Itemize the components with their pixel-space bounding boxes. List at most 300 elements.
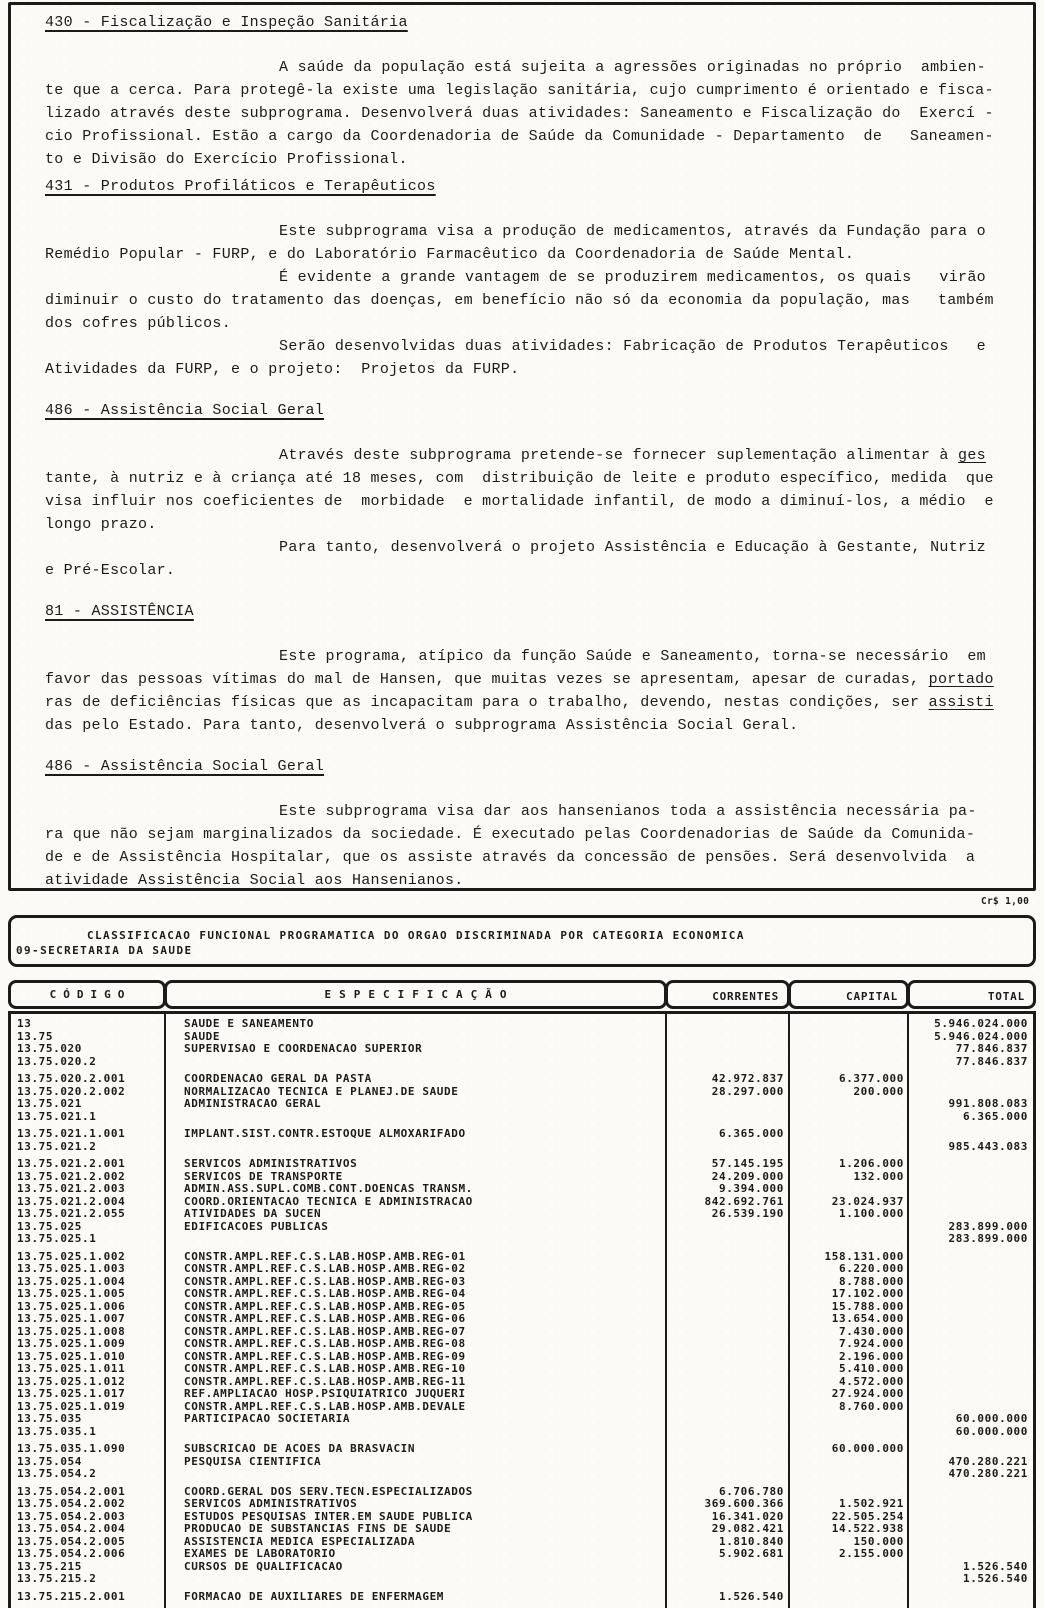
cell-capital: 8.788.000 xyxy=(838,1274,904,1288)
cell-codigo: 13.75.025.1.010 xyxy=(17,1349,126,1363)
cell-capital xyxy=(791,1128,910,1141)
section-heading: 486 - Assistência Social Geral xyxy=(45,402,325,419)
cell-especificacao xyxy=(167,1141,668,1154)
section-heading: 81 - ASSISTÊNCIA xyxy=(45,603,194,620)
cell-total: 77.846.837 xyxy=(955,1042,1028,1055)
cell-codigo: 13.75.025.1.007 xyxy=(17,1312,126,1325)
cell-capital: 14.522.938 xyxy=(831,1522,904,1535)
cell-total xyxy=(910,1548,1033,1561)
cell-capital xyxy=(791,1591,910,1604)
cell-correntes: 6.365.000 xyxy=(718,1127,784,1140)
cell-especificacao: CONSTR.AMPL.REF.C.S.LAB.HOSP.AMB.REG-10 xyxy=(184,1362,466,1375)
text-line xyxy=(45,444,1033,467)
table-row xyxy=(11,1183,1033,1196)
cell-capital: 158.131.000 xyxy=(824,1249,904,1263)
cell-capital: 132.000 xyxy=(853,1169,904,1183)
cell-capital xyxy=(791,1098,910,1111)
text-line: longo prazo. xyxy=(45,516,157,533)
cell-codigo: 13.75.025.1.012 xyxy=(17,1374,126,1388)
cell-especificacao: SUPERVISAO E COORDENACAO SUPERIOR xyxy=(184,1042,423,1055)
cell-codigo: 13 xyxy=(17,1017,32,1030)
cell-total xyxy=(910,1338,1033,1351)
cell-codigo: 13.75.054.2.005 xyxy=(17,1534,126,1548)
table-row xyxy=(11,1388,1033,1401)
cell-capital xyxy=(791,1056,910,1069)
cell-codigo: 13.75.021.2 xyxy=(17,1139,97,1153)
cell-correntes xyxy=(668,1443,791,1456)
cell-especificacao xyxy=(167,1573,668,1586)
cell-correntes xyxy=(668,1376,791,1389)
section xyxy=(45,11,1033,171)
cell-total xyxy=(910,1251,1033,1264)
cell-capital xyxy=(791,1468,910,1481)
cell-total xyxy=(910,1486,1033,1499)
cell-especificacao: CONSTR.AMPL.REF.C.S.LAB.HOSP.AMB.REG-02 xyxy=(184,1262,466,1275)
cell-correntes: 6.706.780 xyxy=(718,1484,784,1498)
text-line: te que a cerca. Para protegê-la existe uma legislação sanitária, cujo cumprimento é orientado e fisca- xyxy=(45,82,994,99)
cell-total xyxy=(910,1523,1033,1536)
cell-especificacao: ADMINISTRACAO GERAL xyxy=(184,1097,322,1110)
table-title-box xyxy=(8,915,1036,967)
cell-codigo: 13.75.054.2.002 xyxy=(17,1497,126,1510)
cell-total xyxy=(910,1073,1033,1086)
text-line: Este subprograma visa a produção de medicamentos, através da Fundação para o xyxy=(279,223,986,240)
section-heading: 431 - Produtos Profiláticos e Terapêuticos xyxy=(45,178,436,195)
table-row xyxy=(11,1073,1033,1086)
table-row xyxy=(11,1313,1033,1326)
cell-total xyxy=(910,1388,1033,1401)
cell-total: 60.000.000 xyxy=(955,1412,1028,1425)
text-line: to e Divisão do Exercício Profissional. xyxy=(45,151,408,168)
cell-total xyxy=(910,1158,1033,1171)
cell-codigo: 13.75.054.2.004 xyxy=(17,1522,126,1535)
cell-codigo: 13.75.054.2.006 xyxy=(17,1547,126,1560)
cell-codigo: 13.75.054.2 xyxy=(17,1467,97,1480)
narrative-box xyxy=(8,2,1036,891)
cell-correntes xyxy=(668,1468,791,1481)
cell-correntes: 26.539.190 xyxy=(711,1207,784,1220)
cell-especificacao: SAUDE E SANEAMENTO xyxy=(184,1017,315,1030)
cell-especificacao: SERVICOS ADMINISTRATIVOS xyxy=(184,1497,358,1510)
table-row xyxy=(11,1338,1033,1351)
cell-codigo: 13.75.025.1.006 xyxy=(17,1299,126,1313)
cell-correntes xyxy=(668,1301,791,1314)
cell-capital: 6.220.000 xyxy=(838,1262,904,1275)
cell-capital xyxy=(791,1561,910,1574)
cell-especificacao: IMPLANT.SIST.CONTR.ESTOQUE ALMOXARIFADO xyxy=(184,1127,466,1140)
cell-capital: 1.100.000 xyxy=(838,1207,904,1220)
cell-correntes: 28.297.000 xyxy=(711,1084,784,1098)
cell-codigo: 13.75.021 xyxy=(17,1097,83,1110)
cell-correntes xyxy=(668,1456,791,1469)
cell-capital xyxy=(791,1018,910,1031)
table-title: CLASSIFICACAO FUNCIONAL PROGRAMATICA DO ORGAO DISCRIMINADA POR CATEGORIA ECONOMICA xyxy=(87,929,745,942)
cell-total xyxy=(910,1288,1033,1301)
cell-codigo: 13.75.054.2.003 xyxy=(17,1509,126,1523)
cell-total xyxy=(910,1183,1033,1196)
cell-correntes xyxy=(668,1263,791,1276)
cell-correntes xyxy=(668,1221,791,1234)
table-row xyxy=(11,1523,1033,1536)
cell-especificacao xyxy=(167,1468,668,1481)
table-row xyxy=(11,1468,1033,1481)
cell-total: 5.946.024.000 xyxy=(934,1029,1028,1043)
cell-capital: 6.377.000 xyxy=(838,1072,904,1085)
cell-total: 985.443.083 xyxy=(948,1139,1028,1153)
cell-especificacao xyxy=(167,1426,668,1439)
cell-total xyxy=(910,1511,1033,1524)
cell-especificacao: EDIFICACOES PUBLICAS xyxy=(184,1219,329,1233)
text-line: visa influir nos coeficientes de morbidade e mortalidade infantil, de modo a diminuí-los, a médio e xyxy=(45,493,994,510)
cell-capital xyxy=(791,1043,910,1056)
text-line: lizado através deste subprograma. Desenvolverá duas atividades: Saneamento e Fiscalização do Exercí - xyxy=(45,105,994,122)
table-row xyxy=(11,1098,1033,1111)
table-row xyxy=(11,1221,1033,1234)
cell-total xyxy=(910,1498,1033,1511)
table-header-row xyxy=(8,980,1036,1009)
text-line: Atividades da FURP, e o projeto: Projetos da FURP. xyxy=(45,361,520,378)
budget-table xyxy=(8,1011,1036,1608)
text-line xyxy=(45,668,1033,691)
column-header-codigo: CÓDIGO xyxy=(8,980,166,1009)
text-line: A saúde da população está sujeita a agressões originadas no próprio ambien- xyxy=(279,59,986,76)
cell-total: 470.280.221 xyxy=(948,1454,1028,1468)
cell-codigo: 13.75.054.2.001 xyxy=(17,1484,126,1498)
cell-correntes: 42.972.837 xyxy=(711,1072,784,1085)
cell-correntes xyxy=(668,1056,791,1069)
cell-correntes xyxy=(668,1313,791,1326)
cell-codigo: 13.75.020.2.002 xyxy=(17,1084,126,1098)
table-row xyxy=(11,1363,1033,1376)
cell-correntes xyxy=(668,1413,791,1426)
currency-note: Cr$ 1,00 xyxy=(981,896,1030,907)
column-header-total-label: TOTAL xyxy=(987,990,1025,1003)
underlined-syllable: assisti xyxy=(928,694,994,711)
table-row xyxy=(11,1111,1033,1124)
cell-total xyxy=(910,1128,1033,1141)
cell-total: 6.365.000 xyxy=(962,1109,1028,1123)
cell-especificacao: CONSTR.AMPL.REF.C.S.LAB.HOSP.AMB.REG-05 xyxy=(184,1299,466,1313)
cell-total xyxy=(910,1171,1033,1184)
text-line: Serão desenvolvidas duas atividades: Fabricação de Produtos Terapêuticos e xyxy=(279,338,986,355)
cell-correntes xyxy=(668,1326,791,1339)
cell-especificacao: CONSTR.AMPL.REF.C.S.LAB.HOSP.AMB.REG-11 xyxy=(184,1374,466,1388)
cell-especificacao xyxy=(167,1056,668,1069)
cell-codigo: 13.75.021.2.055 xyxy=(17,1207,126,1220)
table-row xyxy=(11,1548,1033,1561)
table-row xyxy=(11,1141,1033,1154)
text-line-part: ras de deficiências físicas que as incapacitam para o trabalho, devendo, nestas condições, ser xyxy=(45,694,929,711)
table-row xyxy=(11,1443,1033,1456)
cell-capital: 200.000 xyxy=(853,1084,904,1098)
cell-total xyxy=(910,1196,1033,1209)
cell-especificacao: CONSTR.AMPL.REF.C.S.LAB.HOSP.AMB.REG-06 xyxy=(184,1312,466,1325)
text-line: diminuir o custo do tratamento das doenças, em benefício não só da economia da população, mas também xyxy=(45,292,994,309)
cell-especificacao: REF.AMPLIACAO HOSP.PSIQUIATRICO JUQUERI xyxy=(184,1387,466,1400)
table-row xyxy=(11,1426,1033,1439)
text-line: tante, à nutriz e à criança até 18 meses, com distribuição de leite e produto específico, medida que xyxy=(45,470,994,487)
section xyxy=(45,600,1033,737)
cell-capital xyxy=(791,1573,910,1586)
cell-especificacao: ADMIN.ASS.SUPL.COMB.CONT.DOENCAS TRANSM. xyxy=(184,1182,473,1195)
cell-correntes: 1.526.540 xyxy=(718,1589,784,1603)
cell-capital: 150.000 xyxy=(853,1534,904,1548)
cell-correntes xyxy=(668,1111,791,1124)
table-row xyxy=(11,1573,1033,1586)
table-row xyxy=(11,1056,1033,1069)
cell-correntes: 9.394.000 xyxy=(718,1182,784,1195)
cell-capital: 1.206.000 xyxy=(838,1157,904,1170)
cell-total xyxy=(910,1208,1033,1221)
underlined-syllable: ges xyxy=(958,447,986,464)
table-row xyxy=(11,1018,1033,1031)
cell-capital xyxy=(791,1141,910,1154)
cell-capital: 8.760.000 xyxy=(838,1399,904,1413)
cell-capital xyxy=(791,1233,910,1246)
cell-total xyxy=(910,1351,1033,1364)
cell-especificacao: ESTUDOS PESQUISAS INTER.EM SAUDE PUBLICA xyxy=(184,1509,473,1523)
text-line: dos cofres públicos. xyxy=(45,315,232,332)
column-header-total xyxy=(907,980,1036,1009)
table-row xyxy=(11,1413,1033,1426)
cell-correntes: 369.600.366 xyxy=(704,1497,784,1510)
cell-capital: 27.924.000 xyxy=(831,1387,904,1400)
cell-correntes xyxy=(668,1338,791,1351)
cell-total: 470.280.221 xyxy=(948,1467,1028,1480)
cell-especificacao: CONSTR.AMPL.REF.C.S.LAB.HOSP.AMB.REG-09 xyxy=(184,1349,466,1363)
cell-codigo: 13.75.025.1.019 xyxy=(17,1399,126,1413)
cell-correntes: 57.145.195 xyxy=(711,1157,784,1170)
cell-capital: 4.572.000 xyxy=(838,1374,904,1388)
cell-total: 1.526.540 xyxy=(962,1559,1028,1573)
section-heading: 486 - Assistência Social Geral xyxy=(45,758,325,775)
cell-codigo: 13.75.025.1.009 xyxy=(17,1337,126,1350)
text-line: e Pré-Escolar. xyxy=(45,562,176,579)
cell-codigo: 13.75.025 xyxy=(17,1219,83,1233)
table-subtitle: 09-SECRETARIA DA SAUDE xyxy=(16,944,193,957)
table-row xyxy=(11,1171,1033,1184)
cell-codigo: 13.75.021.2.003 xyxy=(17,1182,126,1195)
cell-capital xyxy=(791,1111,910,1124)
section xyxy=(45,755,1033,891)
text-line: de e de Assistência Hospitalar, que os assiste através da concessão de pensões. Será desenvolvida a xyxy=(45,849,976,866)
section-heading: 430 - Fiscalização e Inspeção Sanitária xyxy=(45,14,408,31)
table-row xyxy=(11,1591,1033,1604)
cell-total xyxy=(910,1313,1033,1326)
cell-codigo: 13.75.025.1.017 xyxy=(17,1387,126,1400)
section xyxy=(45,399,1033,582)
cell-codigo: 13.75.035.1 xyxy=(17,1424,97,1438)
cell-codigo: 13.75.021.2.004 xyxy=(17,1194,126,1208)
cell-especificacao: COORD.ORIENTACAO TECNICA E ADMINISTRACAO xyxy=(184,1194,473,1208)
cell-total: 60.000.000 xyxy=(955,1424,1028,1438)
cell-total xyxy=(910,1591,1033,1604)
cell-total: 991.808.083 xyxy=(948,1097,1028,1110)
cell-capital: 23.024.937 xyxy=(831,1194,904,1208)
cell-especificacao: SERVICOS ADMINISTRATIVOS xyxy=(184,1157,358,1170)
cell-correntes xyxy=(668,1426,791,1439)
cell-codigo: 13.75.035.1.090 xyxy=(17,1442,126,1455)
cell-especificacao: PESQUISA CIENTIFICA xyxy=(184,1454,322,1468)
cell-capital: 17.102.000 xyxy=(831,1287,904,1300)
cell-correntes xyxy=(668,1401,791,1414)
cell-especificacao: CONSTR.AMPL.REF.C.S.LAB.HOSP.AMB.REG-04 xyxy=(184,1287,466,1300)
cell-especificacao: CONSTR.AMPL.REF.C.S.LAB.HOSP.AMB.REG-08 xyxy=(184,1337,466,1350)
cell-capital xyxy=(791,1413,910,1426)
cell-codigo: 13.75.054 xyxy=(17,1454,83,1468)
text-line-part: favor das pessoas vítimas do mal de Hansen, que muitas vezes se apresentam, apesar de curadas, xyxy=(45,671,929,688)
column-header-correntes-label: CORRENTES xyxy=(712,990,779,1003)
cell-total xyxy=(910,1363,1033,1376)
column-header-especificacao: ESPECIFICAÇÃO xyxy=(164,980,667,1009)
cell-correntes xyxy=(668,1351,791,1364)
cell-capital: 5.410.000 xyxy=(838,1362,904,1375)
cell-total xyxy=(910,1301,1033,1314)
cell-capital: 60.000.000 xyxy=(831,1442,904,1455)
cell-codigo: 13.75.021.2.002 xyxy=(17,1169,126,1183)
cell-correntes xyxy=(668,1388,791,1401)
cell-correntes xyxy=(668,1276,791,1289)
cell-total: 283.899.000 xyxy=(948,1219,1028,1233)
cell-especificacao: SUBSCRICAO DE ACOES DA BRASVACIN xyxy=(184,1442,416,1455)
cell-total: 283.899.000 xyxy=(948,1232,1028,1245)
cell-especificacao: EXAMES DE LABORATORIO xyxy=(184,1547,336,1560)
cell-codigo: 13.75.021.2.001 xyxy=(17,1157,126,1170)
cell-especificacao: COORDENACAO GERAL DA PASTA xyxy=(184,1072,372,1085)
cell-especificacao xyxy=(167,1233,668,1246)
cell-capital: 7.924.000 xyxy=(838,1337,904,1350)
text-line: das pelo Estado. Para tanto, desenvolverá o subprograma Assistência Social Geral. xyxy=(45,717,799,734)
table-row xyxy=(11,1456,1033,1469)
cell-codigo: 13.75.025.1.005 xyxy=(17,1287,126,1300)
cell-correntes: 842.692.761 xyxy=(704,1194,784,1208)
cell-especificacao: PARTICIPACAO SOCIETARIA xyxy=(184,1412,351,1425)
cell-correntes xyxy=(668,1098,791,1111)
cell-especificacao: FORMACAO DE AUXILIARES DE ENFERMAGEM xyxy=(184,1589,445,1603)
table-row xyxy=(11,1208,1033,1221)
cell-especificacao: NORMALIZACAO TECNICA E PLANEJ.DE SAUDE xyxy=(184,1084,459,1098)
cell-especificacao: CONSTR.AMPL.REF.C.S.LAB.HOSP.AMB.REG-07 xyxy=(184,1324,466,1338)
table-row xyxy=(11,1233,1033,1246)
text-line: É evidente a grande vantagem de se produzirem medicamentos, os quais virão xyxy=(279,269,986,286)
text-line: Remédio Popular - FURP, e do Laboratório Farmacêutico da Coordenadoria de Saúde Mental. xyxy=(45,246,855,263)
cell-capital xyxy=(791,1456,910,1469)
cell-capital: 7.430.000 xyxy=(838,1324,904,1338)
cell-total xyxy=(910,1376,1033,1389)
cell-especificacao: CURSOS DE QUALIFICACAO xyxy=(184,1559,343,1573)
cell-total: 5.946.024.000 xyxy=(934,1017,1028,1030)
cell-correntes xyxy=(668,1561,791,1574)
cell-total xyxy=(910,1443,1033,1456)
cell-total xyxy=(910,1263,1033,1276)
cell-correntes: 1.810.840 xyxy=(718,1534,784,1548)
cell-correntes xyxy=(668,1573,791,1586)
cell-codigo: 13.75.020 xyxy=(17,1042,83,1055)
cell-especificacao: SERVICOS DE TRANSPORTE xyxy=(184,1169,343,1183)
table-row xyxy=(11,1288,1033,1301)
cell-total: 77.846.837 xyxy=(955,1054,1028,1068)
column-header-capital-label: CAPITAL xyxy=(846,990,898,1003)
table-row xyxy=(11,1263,1033,1276)
text-line xyxy=(45,691,1033,714)
cell-correntes xyxy=(668,1031,791,1044)
cell-correntes xyxy=(668,1363,791,1376)
cell-correntes: 29.082.421 xyxy=(711,1522,784,1535)
table-row xyxy=(11,1401,1033,1414)
table-row xyxy=(11,1031,1033,1044)
text-line: Este programa, atípico da função Saúde e Saneamento, torna-se necessário em xyxy=(279,648,986,665)
table-row xyxy=(11,1561,1033,1574)
cell-correntes: 24.209.000 xyxy=(711,1169,784,1183)
cell-correntes xyxy=(668,1251,791,1264)
cell-capital: 15.788.000 xyxy=(831,1299,904,1313)
cell-total xyxy=(910,1536,1033,1549)
table-row xyxy=(11,1043,1033,1056)
cell-total xyxy=(910,1326,1033,1339)
cell-codigo: 13.75.020.2.001 xyxy=(17,1072,126,1085)
text-line: ra que não sejam marginalizados da sociedade. É executado pelas Coordenadorias de Saúde da Comunida- xyxy=(45,826,976,843)
cell-codigo: 13.75.215 xyxy=(17,1559,83,1573)
text-line: Este subprograma visa dar aos hansenianos toda a assistência necessária pa- xyxy=(279,803,977,820)
cell-especificacao: ASSISTENCIA MEDICA ESPECIALIZADA xyxy=(184,1534,416,1548)
cell-especificacao: SAUDE xyxy=(184,1029,221,1043)
section xyxy=(45,175,1033,381)
table-rows xyxy=(11,1014,1033,1603)
column-header-capital xyxy=(788,980,909,1009)
cell-codigo: 13.75.035 xyxy=(17,1412,83,1425)
column-header-correntes xyxy=(665,980,790,1009)
table-row xyxy=(11,1498,1033,1511)
cell-especificacao: CONSTR.AMPL.REF.C.S.LAB.HOSP.AMB.REG-03 xyxy=(184,1274,466,1288)
underlined-syllable: portado xyxy=(928,671,994,688)
cell-codigo: 13.75.025.1.011 xyxy=(17,1362,126,1375)
table-row xyxy=(11,1086,1033,1099)
cell-especificacao xyxy=(167,1111,668,1124)
cell-codigo: 13.75.020.2 xyxy=(17,1054,97,1068)
cell-total xyxy=(910,1276,1033,1289)
cell-correntes xyxy=(668,1018,791,1031)
cell-correntes xyxy=(668,1288,791,1301)
cell-codigo: 13.75.025.1.003 xyxy=(17,1262,126,1275)
cell-codigo: 13.75.025.1.004 xyxy=(17,1274,126,1288)
cell-capital: 22.505.254 xyxy=(831,1509,904,1523)
cell-codigo: 13.75.025.1.008 xyxy=(17,1324,126,1338)
cell-especificacao: COORD.GERAL DOS SERV.TECN.ESPECIALIZADOS xyxy=(184,1484,473,1498)
cell-especificacao: CONSTR.AMPL.REF.C.S.LAB.HOSP.AMB.DEVALE xyxy=(184,1399,466,1413)
cell-capital xyxy=(791,1183,910,1196)
cell-correntes: 5.902.681 xyxy=(718,1547,784,1560)
cell-codigo: 13.75.025.1 xyxy=(17,1232,97,1245)
cell-capital xyxy=(791,1426,910,1439)
cell-codigo: 13.75.021.1.001 xyxy=(17,1127,126,1140)
table-row xyxy=(11,1158,1033,1171)
cell-codigo: 13.75 xyxy=(17,1029,54,1043)
cell-codigo: 13.75.215.2 xyxy=(17,1572,97,1585)
cell-codigo: 13.75.215.2.001 xyxy=(17,1589,126,1603)
cell-correntes xyxy=(668,1043,791,1056)
cell-especificacao: ATIVIDADES DA SUCEN xyxy=(184,1207,322,1220)
cell-correntes xyxy=(668,1233,791,1246)
cell-capital xyxy=(791,1031,910,1044)
cell-capital: 1.502.921 xyxy=(838,1497,904,1510)
cell-codigo: 13.75.025.1.002 xyxy=(17,1249,126,1263)
cell-correntes: 16.341.020 xyxy=(711,1509,784,1523)
text-line: atividade Assistência Social aos Hansenianos. xyxy=(45,872,464,889)
text-line-part: Através deste subprograma pretende-se fornecer suplementação alimentar à xyxy=(279,447,959,464)
cell-capital: 2.155.000 xyxy=(838,1547,904,1560)
cell-capital: 13.654.000 xyxy=(831,1312,904,1325)
cell-codigo: 13.75.021.1 xyxy=(17,1109,97,1123)
